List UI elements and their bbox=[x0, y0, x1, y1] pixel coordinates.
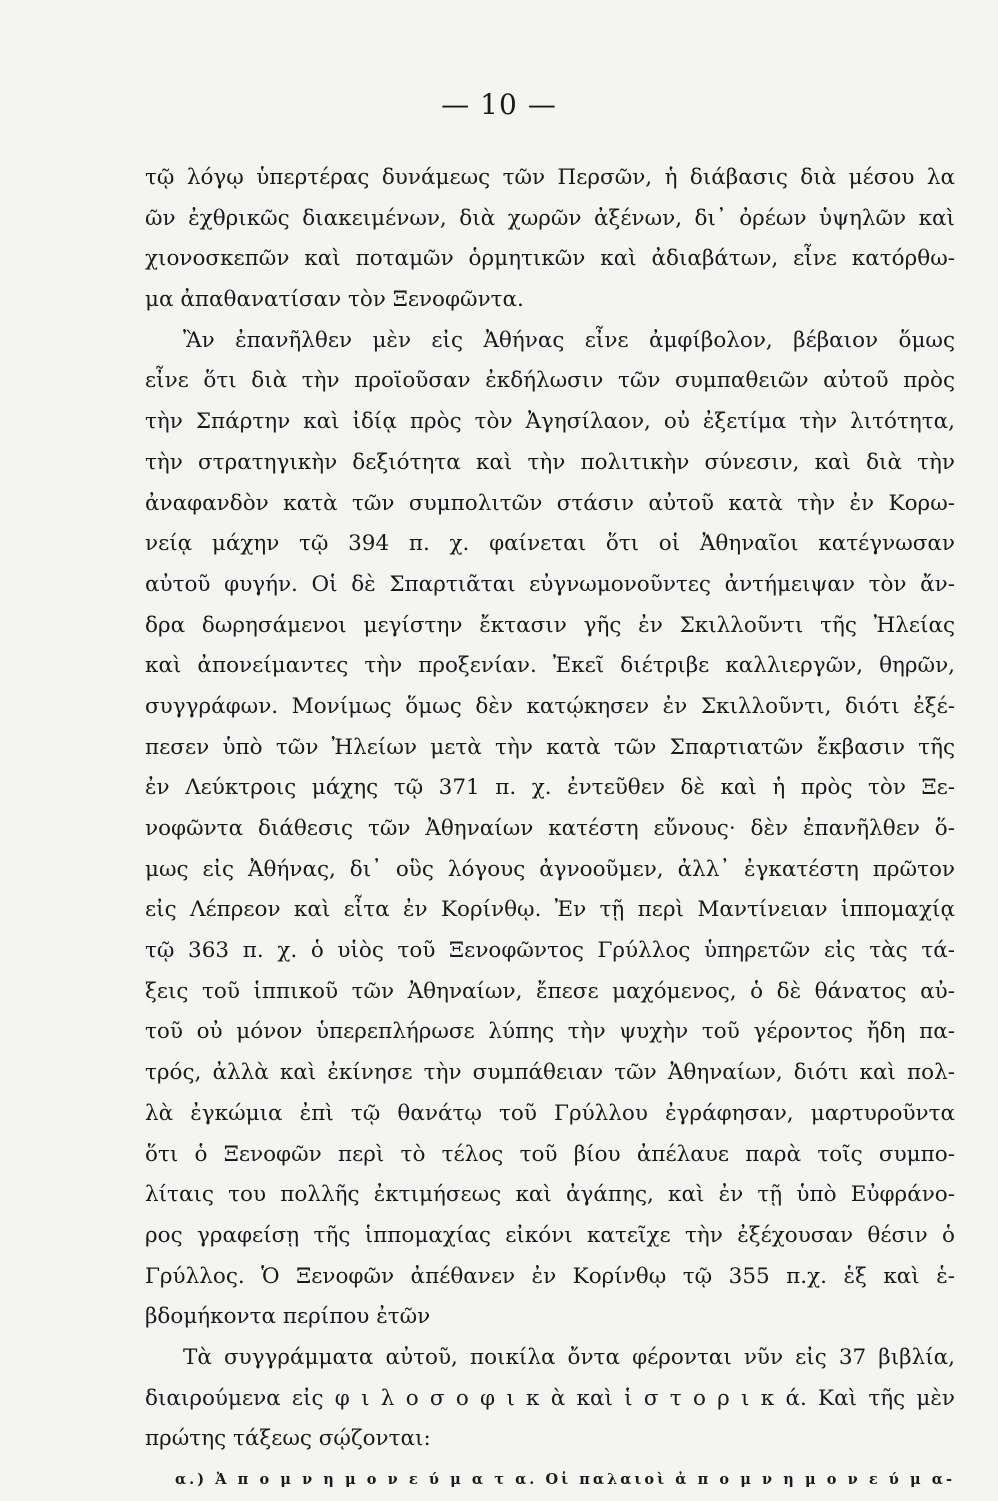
text-line: καὶ ἀπονείμαντες τὴν προξενίαν. Ἐκεῖ διέτριβε καλλιεργῶν, θηρῶν, bbox=[145, 653, 955, 679]
text-line: τὴν στρατηγικὴν δεξιότητα καὶ τὴν πολιτικὴν σύνεσιν, καὶ διὰ τὴν bbox=[145, 449, 955, 475]
text-line: Ἂν ἐπανῆλθεν μὲν εἰς Ἀθήνας εἶνε ἀμφίβολον, βέβαιον ὅμως bbox=[183, 327, 955, 353]
text-line: νοφῶντα διάθεσις τῶν Ἀθηναίων κατέστη εὔνους· δὲν ἐπανῆλθεν ὅ- bbox=[145, 816, 955, 841]
text-line: τῷ 363 π. χ. ὁ υἱὸς τοῦ Ξενοφῶντος Γρύλλος ὑπηρετῶν εἰς τὰς τά- bbox=[145, 938, 955, 964]
text-line: ἐν Λεύκτροις μάχης τῷ 371 π. χ. ἐντεῦθεν δὲ καὶ ἡ πρὸς τὸν Ξε- bbox=[145, 775, 955, 801]
page-number-header bbox=[0, 88, 998, 121]
text-line: τὴν Σπάρτην καὶ ἰδίᾳ πρὸς τὸν Ἀγησίλαον, οὐ ἐξετίμα τὴν λιτότητα, bbox=[145, 409, 955, 435]
text-line: ἀναφανδὸν κατὰ τῶν συμπολιτῶν στάσιν αὐτοῦ κατὰ τὴν ἐν Κορω- bbox=[145, 490, 955, 516]
text-line: εἰς Λέπρεον καὶ εἶτα ἐν Κορίνθῳ. Ἐν τῇ περὶ Μαντίνειαν ἱππομαχίᾳ bbox=[145, 897, 955, 923]
page-number-dash-left: — bbox=[441, 88, 471, 121]
page-number: 10 bbox=[480, 88, 518, 121]
text-line: τρός, ἀλλὰ καὶ ἐκίνησε τὴν συμπάθειαν τῶν Ἀθηναίων, διότι καὶ πολ- bbox=[145, 1060, 955, 1086]
text-line: αὐτοῦ φυγήν. Οἱ δὲ Σπαρτιᾶται εὐγνωμονοῦντες ἀντήμειψαν τὸν ἄν- bbox=[145, 571, 955, 597]
text-line: Τὰ συγγράμματα αὐτοῦ, ποικίλα ὄντα φέρονται νῦν εἰς 37 βιβλία, bbox=[183, 1344, 955, 1370]
text-line: Γρύλλος. Ὁ Ξενοφῶν ἀπέθανεν ἐν Κορίνθῳ τῷ 355 π.χ. ἑξ καὶ ἑ- bbox=[145, 1263, 955, 1289]
section-heading-line: α.) Ἀ π ο μ ν η μ ο ν ε ύ μ α τ α. Οἱ παλαιοὶ ἀ π ο μ ν η μ ο ν ε ύ μ α- bbox=[175, 1471, 955, 1488]
text-line: νείᾳ μάχην τῷ 394 π. χ. φαίνεται ὅτι οἱ Ἀθηναῖοι κατέγνωσαν bbox=[145, 531, 955, 557]
text-line: λίταις του πολλῆς ἐκτιμήσεως καὶ ἀγάπης, καὶ ἐν τῇ ὑπὸ Εὐφράνο- bbox=[145, 1182, 955, 1208]
text-line: διαιρούμενα εἰς φ ι λ ο σ ο φ ι κ ὰ καὶ ἱ σ τ ο ρ ι κ ά. Καὶ τῆς μὲν bbox=[145, 1385, 955, 1411]
text-line: συγγράφων. Μονίμως ὅμως δὲν κατῴκησεν ἐν Σκιλλοῦντι, διότι ἐξέ- bbox=[145, 693, 955, 719]
text-line: βδομήκοντα περίπου ἐτῶν bbox=[145, 1304, 431, 1330]
text-line: πρώτης τάξεως σῴζονται: bbox=[145, 1426, 431, 1452]
text-line: χιονοσκεπῶν καὶ ποταμῶν ὁρμητικῶν καὶ ἀδιαβάτων, εἶνε κατόρθω- bbox=[145, 246, 955, 272]
text-line: ρος γραφείσῃ τῆς ἱππομαχίας εἰκόνι κατεῖχε τὴν ἐξέχουσαν θέσιν ὁ bbox=[145, 1222, 955, 1248]
text-line: ξεις τοῦ ἱππικοῦ τῶν Ἀθηναίων, ἔπεσε μαχόμενος, ὁ δὲ θάνατος αὐ- bbox=[145, 978, 955, 1004]
text-line: μως εἰς Ἀθήνας, δι᾽ οὓς λόγους ἀγνοοῦμεν, ἀλλ᾽ ἐγκατέστη πρῶτον bbox=[145, 856, 955, 882]
text-line: μα ἀπαθανατίσαν τὸν Ξενοφῶντα. bbox=[145, 287, 524, 313]
text-line: ὅτι ὁ Ξενοφῶν περὶ τὸ τέλος τοῦ βίου ἀπέλαυε παρὰ τοῖς συμπο- bbox=[145, 1141, 955, 1167]
text-line: τοῦ οὐ μόνον ὑπερεπλήρωσε λύπης τὴν ψυχὴν τοῦ γέροντος ἤδη πα- bbox=[145, 1019, 955, 1045]
text-line: εἶνε ὅτι διὰ τὴν προϊοῦσαν ἐκδήλωσιν τῶν συμπαθειῶν αὐτοῦ πρὸς bbox=[145, 368, 955, 394]
text-line: τῷ λόγῳ ὑπερτέρας δυνάμεως τῶν Περσῶν, ἡ διάβασις διὰ μέσου λα bbox=[145, 165, 955, 190]
text-line: πεσεν ὑπὸ τῶν Ἠλείων μετὰ τὴν κατὰ τῶν Σπαρτιατῶν ἔκβασιν τῆς bbox=[145, 734, 955, 760]
body-text bbox=[145, 158, 955, 1501]
text-line: λὰ ἐγκώμια ἐπὶ τῷ θανάτῳ τοῦ Γρύλλου ἐγράφησαν, μαρτυροῦντα bbox=[145, 1100, 955, 1126]
page-number-dash-right: — bbox=[527, 88, 557, 121]
text-line: δρα δωρησάμενοι μεγίστην ἔκτασιν γῆς ἐν Σκιλλοῦντι τῆς Ἠλείας bbox=[145, 612, 955, 638]
text-line: ῶν ἐχθρικῶς διακειμένων, διὰ χωρῶν ἀξένων, δι᾽ ὀρέων ὑψηλῶν καὶ bbox=[145, 205, 955, 231]
